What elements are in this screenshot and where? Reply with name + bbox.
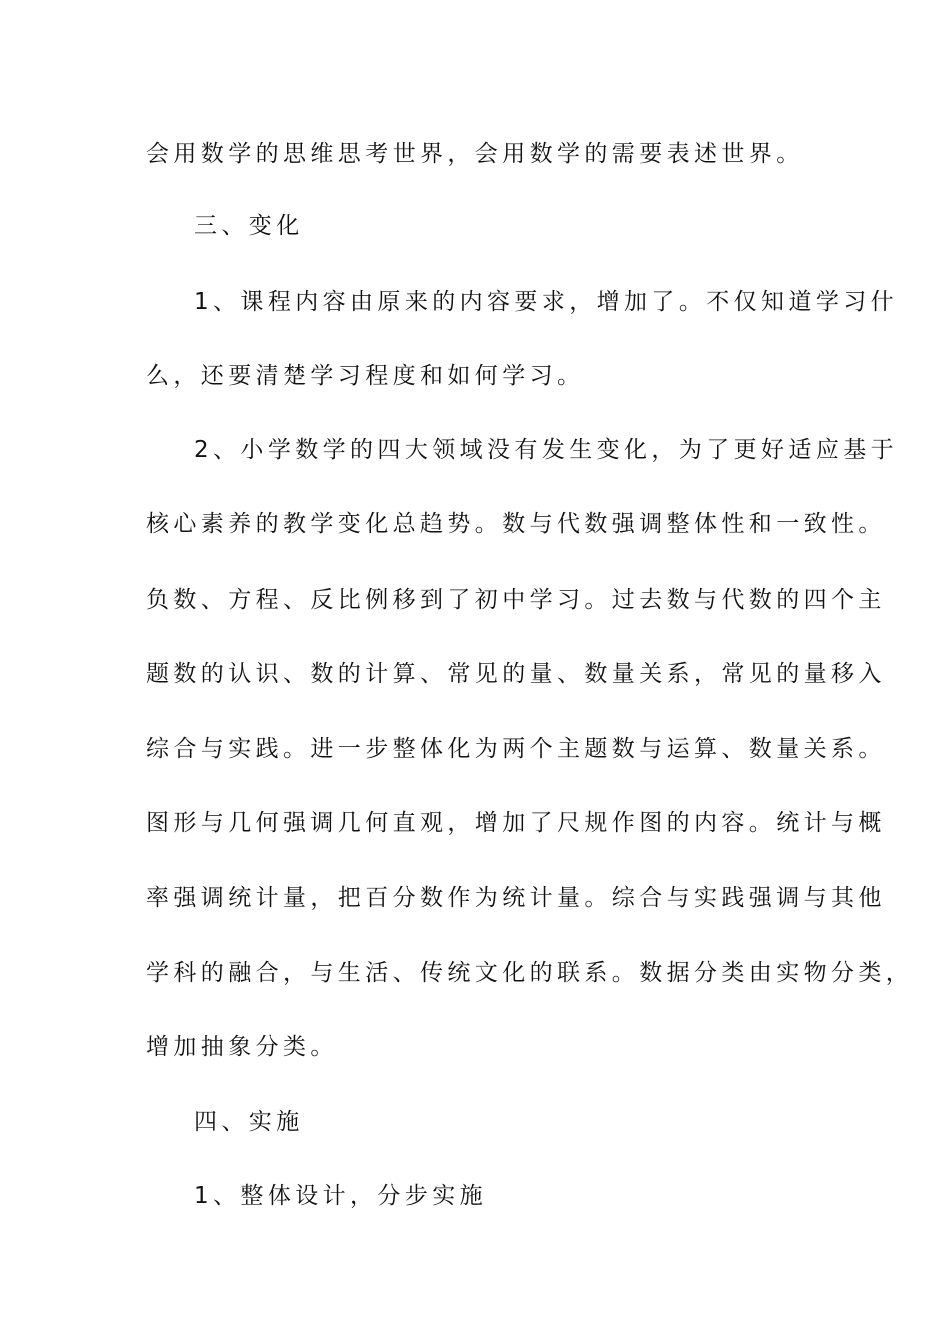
paragraph-line: 增加抽象分类。	[146, 1034, 338, 1060]
paragraph-line: 核心素养的教学变化总趋势。数与代数强调整体性和一致性。	[146, 511, 886, 537]
section-heading: 三、变化	[194, 213, 304, 239]
paragraph-line: 1、课程内容由原来的内容要求，增加了。不仅知道学习什	[194, 289, 899, 315]
paragraph-line: 么，还要清楚学习程度和如何学习。	[146, 363, 585, 389]
paragraph-line: 学科的融合，与生活、传统文化的联系。数据分类由实物分类，	[146, 960, 914, 986]
paragraph-line: 1、整体设计，分步实施	[194, 1183, 488, 1209]
paragraph-line: 题数的认识、数的计算、常见的量、数量关系，常见的量移入	[146, 661, 886, 687]
paragraph-line: 2、小学数学的四大领域没有发生变化，为了更好适应基于	[194, 437, 899, 463]
paragraph-line: 综合与实践。进一步整体化为两个主题数与运算、数量关系。	[146, 736, 886, 762]
paragraph-line: 会用数学的思维思考世界，会用数学的需要表述世界。	[146, 141, 804, 167]
section-heading: 四、实施	[194, 1109, 304, 1135]
paragraph-line: 图形与几何强调几何直观，增加了尺规作图的内容。统计与概	[146, 810, 886, 836]
paragraph-line: 率强调统计量，把百分数作为统计量。综合与实践强调与其他	[146, 885, 886, 911]
paragraph-line: 负数、方程、反比例移到了初中学习。过去数与代数的四个主	[146, 587, 886, 613]
